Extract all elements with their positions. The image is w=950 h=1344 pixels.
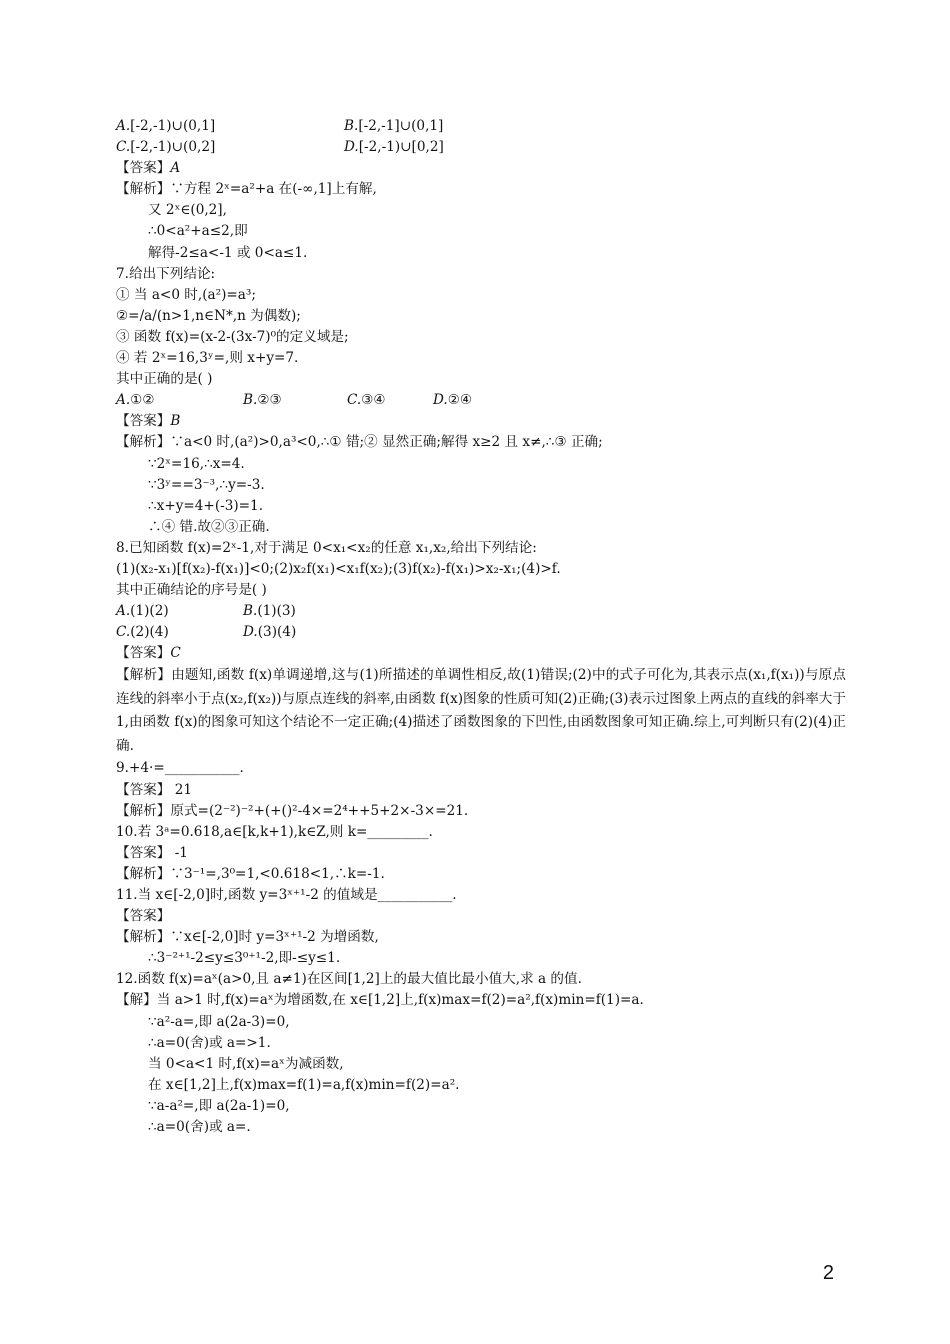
q10-analysis: [116, 864, 846, 885]
q7-options: [116, 390, 846, 411]
q7-option-a: A.①②: [116, 392, 155, 409]
q8-option-c: C.(2)(4): [116, 624, 169, 641]
analysis-text: ∵3⁻¹=,3⁰=1,<0.618<1,∴k=-1.: [170, 865, 385, 882]
answer-tag: 【答案】: [116, 908, 171, 925]
q12-solution-line1: [116, 990, 846, 1011]
analysis-text: ∵方程 2ˣ=a²+a 在(-∞,1]上有解,: [170, 181, 377, 198]
answer-tag: 【答案】: [116, 781, 171, 798]
solution-text: 当 a>1 时,f(x)=aˣ为增函数,在 x∈[1,2]上,f(x)max=f(2)=a²,f(x)min=f(1)=a.: [156, 992, 644, 1009]
q7-analysis-line5: ∴④ 错.故②③正确.: [148, 518, 270, 535]
analysis-text: ∵a<0 时,(a²)>0,a³<0,∴① 错;② 显然正确;解得 x≥2 且 x≠,∴③ 正确;: [170, 434, 603, 451]
q6-analysis-line3: ∴0<a²+a≤2,即: [148, 223, 248, 240]
solution-tag: 【解】: [116, 992, 157, 1009]
answer-tag: 【答案】: [116, 645, 171, 662]
q6-analysis-line4: 解得-2≤a<-1 或 0<a≤1.: [148, 244, 308, 261]
answer-value: A: [170, 160, 181, 177]
q7-statement-3: ③ 函数 f(x)=(x-2-(3x-7)⁰的定义域是;: [116, 328, 349, 345]
answer-value: 21: [170, 781, 192, 798]
q7-statement-2: ②=/a/(n>1,n∈N*,n 为偶数);: [116, 307, 301, 324]
q9-answer: [116, 780, 846, 801]
q8-option-d: D.(3)(4): [243, 624, 297, 641]
analysis-tag: 【解析】: [116, 802, 171, 819]
page-number: 2: [822, 1262, 834, 1284]
q11-analysis-line2: ∴3⁻²⁺¹-2≤y≤3⁰⁺¹-2,即-≤y≤1.: [148, 950, 341, 967]
q8-ask: 其中正确结论的序号是( ): [116, 582, 267, 599]
q6-answer: [116, 158, 846, 179]
analysis-tag: 【解析】: [116, 434, 171, 451]
q7-option-d: D.②④: [433, 392, 473, 409]
q6-option-c: C.[-2,-1)∪(0,2]: [116, 139, 216, 156]
q12-solution-line3: ∴a=0(舍)或 a=>1.: [148, 1034, 271, 1051]
q11-analysis-line1: [116, 927, 846, 948]
q8-answer: [116, 643, 846, 664]
q6-analysis-line1: [116, 179, 846, 200]
q10-answer: [116, 843, 846, 864]
analysis-tag: 【解析】: [116, 865, 171, 882]
q12-solution-line6: ∵a-a²=,即 a(2a-1)=0,: [148, 1097, 290, 1114]
q7-statement-1: ① 当 a<0 时,(a²)=a³;: [116, 286, 256, 303]
q12-solution-line2: ∵a²-a=,即 a(2a-3)=0,: [148, 1013, 290, 1030]
q11-stem: 11.当 x∈[-2,0]时,函数 y=3ˣ⁺¹-2 的值域是___________.: [116, 887, 457, 903]
q12-solution-line5: 在 x∈[1,2]上,f(x)max=f(1)=a,f(x)min=f(2)=a².: [148, 1076, 460, 1093]
q8-analysis: [116, 664, 846, 758]
q8-option-a: A.(1)(2): [116, 603, 169, 620]
q12-solution-line7: ∴a=0(舍)或 a=.: [148, 1119, 251, 1136]
q8-options-row1: [116, 601, 846, 622]
q7-option-b: B.②③: [243, 392, 282, 409]
q8-statements: (1)(x₂-x₁)[f(x₂)-f(x₁)]<0;(2)x₂f(x₁)<x₁f(x₂);(3)f(x₂)-f(x₁)>x₂-x₁;(4)>f.: [116, 560, 561, 577]
q11-answer: [116, 906, 846, 927]
answer-tag: 【答案】: [116, 160, 171, 177]
q12-solution-line4: 当 0<a<1 时,f(x)=aˣ为减函数,: [148, 1055, 344, 1072]
q6-option-d: D.[-2,-1)∪[0,2]: [344, 139, 444, 156]
q7-option-c: C.③④: [347, 392, 386, 409]
answer-value: B: [170, 413, 181, 430]
answer-value: C: [170, 645, 181, 662]
q7-answer: [116, 411, 846, 432]
q8-stem: 8.已知函数 f(x)=2ˣ-1,对于满足 0<x₁<x₂的任意 x₁,x₂,给出下列结论:: [116, 539, 537, 556]
q10-stem: 10.若 3ᵃ=0.618,a∈[k,k+1),k∈Z,则 k=_________.: [116, 823, 433, 840]
q7-stem: 7.给出下列结论:: [116, 265, 216, 282]
q12-stem: 12.函数 f(x)=aˣ(a>0,且 a≠1)在区间[1,2]上的最大值比最小值大,求 a 的值.: [116, 971, 582, 988]
q7-analysis-line2: ∵2ˣ=16,∴x=4.: [148, 455, 245, 472]
answer-value: -1: [170, 844, 188, 861]
analysis-tag: 【解析】: [116, 929, 171, 946]
analysis-text: 由题知,函数 f(x)单调递增,这与(1)所描述的单调性相反,故(1)错误;(2)中的式子可化为,其表示点(x₁,f(x₁))与原点连线的斜率小于点(x₂,f(x₂))与原点连线的斜率,由函数 f(x)图象的性质可知(2)正确;(3)表示过图象上两点的直线的斜率大于 1,由函数 f(x)的图象可知这个结论不一定正确;(4)描述了函数图象的下凹性,由函数图象可知正确.综上,可判断只有(2)(4)正确.: [116, 667, 846, 754]
q7-statement-4: ④ 若 2ˣ=16,3ʸ=,则 x+y=7.: [116, 350, 299, 367]
analysis-text: ∵x∈[-2,0]时 y=3ˣ⁺¹-2 为增函数,: [170, 929, 379, 946]
analysis-tag: 【解析】: [116, 181, 171, 198]
q6-options-row2: [116, 137, 846, 158]
q7-analysis-line4: ∴x+y=4+(-3)=1.: [148, 497, 264, 514]
q6-options-row1: [116, 116, 846, 137]
q7-analysis-line3: ∵3ʸ==3⁻³,∴y=-3.: [148, 476, 265, 493]
q9-analysis: [116, 801, 846, 822]
q6-analysis-line2: 又 2ˣ∈(0,2],: [148, 202, 227, 219]
q8-options-row2: [116, 622, 846, 643]
q9-stem: 9.+4·=___________.: [116, 760, 244, 777]
analysis-text: 原式=(2⁻²)⁻²+(+()²-4×=2⁴++5+2×-3×=21.: [170, 802, 469, 819]
q6-option-b: B.[-2,-1]∪(0,1]: [344, 118, 444, 134]
answer-tag: 【答案】: [116, 844, 171, 861]
q7-ask: 其中正确的是( ): [116, 371, 213, 388]
answer-tag: 【答案】: [116, 413, 171, 430]
document-page: [116, 116, 846, 1138]
analysis-tag: 【解析】: [116, 667, 172, 684]
q7-analysis-line1: [116, 432, 846, 453]
q6-option-a: A.[-2,-1)∪(0,1]: [116, 118, 216, 134]
q8-option-b: B.(1)(3): [243, 603, 296, 620]
